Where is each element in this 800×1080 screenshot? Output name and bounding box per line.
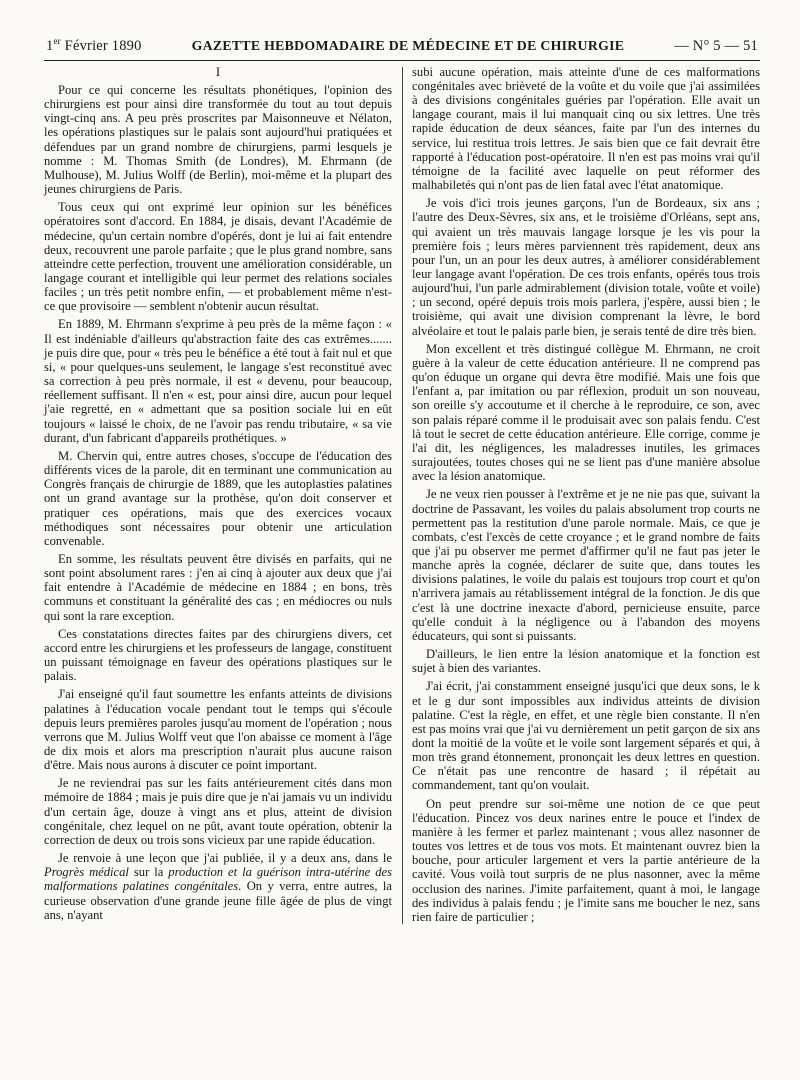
issue-page-number: — N° 5 — 51	[674, 37, 758, 54]
right-column	[412, 65, 760, 924]
paragraph: En 1889, M. Ehrmann s'exprime à peu près de la même façon : « Il est indéniable d'ailleurs qu'abstraction faite des cas extrêmes....... je puis dire que, pour « très peu le bénéfice a été tout à fait nul et que si, « pour quelques-uns seulement, le langage s'est reconstitué avec sa correction à peu près normale, il est « devenu, pour beaucoup, réellement suffisant. Il n'en « est, pour ainsi dire, aucun pour lequel j'aie regretté, en « admettant que sa position sociale lui en eût toujours « laissé le choix, de ne l'avoir pas rendu tributaire, « sa vie durant, d'un fabricant d'appareils prothétiques. »	[44, 317, 392, 445]
journal-reference: Progrès médical	[44, 865, 129, 880]
journal-title: GAZETTE HEBDOMADAIRE DE MÉDECINE ET DE CHIRURGIE	[191, 37, 625, 53]
section-heading: I	[215, 63, 221, 79]
paragraph: On peut prendre sur soi-même une notion de ce que peut l'éducation. Pincez vos deux narines entre le pouce et l'index de manière à les fermer et parlez maintenant ; vous allez nasonner de toutes vos lettres et de tous vos mots. Et maintenant ouvrez bien la bouche, pour articuler largement et vers la partie antérieure de la cavité. Vous voilà tout surpris de ne plus nasonner, avec la même occlusion des narines. J'imite parfaitement, quant à moi, le langage des individus à palais fendu ; je l'imite sans me boucher le nez, sans rien faire de particulier ;	[412, 796, 760, 924]
paragraph: Tous ceux qui ont exprimé leur opinion sur les bénéfices opératoires sont d'accord. En 1884, je disais, devant l'Académie de médecine, qu'un certain nombre d'opérés, dont je lui ai fait entendre deux, recouvrent une parole parfaite ; que le plus grand nombre, sans atteindre cette perfection, trouvent une amélioration considérable, un langage courant et intelligible qui leur permet des relations sociales faciles ; un très petit nombre enfin, — et probablement même n'est-ce que provisoire — semblent n'obtenir aucun résultat.	[44, 200, 392, 314]
work-title: production et la guérison intra-utérine des malformations palatines congénitales	[44, 865, 392, 894]
paragraph: J'ai enseigné qu'il faut soumettre les enfants atteints de divisions palatines à l'éducation vocale pendant tout le temps qui s'écoule depuis leurs premières paroles jusqu'au moment de l'opération ; nous verrons que M. Julius Wolff veut que l'on abaisse ce moment à l'âge de dix mois et alors ma prescription n'aurait plus aucune raison d'être. Mais nous aurons à discuter ce point important.	[44, 687, 392, 773]
paragraph: J'ai écrit, j'ai constamment enseigné jusqu'ici que deux sons, le k et le g dur sont impossibles aux individus atteints de division palatine. C'est la règle, en effet, et une règle bien constante. Il n'en est pas moins vrai que j'ai vu dernièrement un petit garçon de six ans dont la moitié de la voûte et le voile sont largement séparés et qui, à mon très grand étonnement, prononçait les deux lettres en question. Ce n'était pas une rencontre de hasard ; il répétait au commandement, tant qu'on voulait.	[412, 679, 760, 793]
issue-date: 1er Février 1890	[46, 36, 142, 54]
paragraph: Mon excellent et très distingué collègue M. Ehrmann, ne croit guère à la valeur de cette éducation antérieure. Il ne comprend pas qu'on éduque un organe qui devra être modifié. Mais une fois que l'enfant a, par imitation ou par réflexion, produit un son nouveau, son oreille s'y accoutume et il cherche à le reproduire, ce son, avec son palais réparé comme il le produisait avec son palais fendu. C'est là tout le secret de cette éducation antérieure. Elle corrige, comme je l'ai dit, les négligences, les maladresses inutiles, les grimaces surajoutées, toutes choses qui ne se lient pas d'une manière absolue avec la lésion anatomique.	[412, 341, 760, 484]
text-columns	[44, 65, 760, 924]
paragraph: Je ne veux rien pousser à l'extrême et je ne nie pas que, suivant la doctrine de Passavant, les voiles du palais absolument trop courts ne permettent pas la restitution d'une parole normale. Mais, ce que je combats, c'est l'excès de cette croyance ; et le grand nombre de faits que j'ai pu observer me permet d'affirmer qu'il ne faut pas jeter le manche après la cognée, déclarer de suite que, dans toutes les divisions palatines, le voile du palais est toujours trop court et qu'on n'arrivera jamais au rétablissement intégral de la fonction. Je dis que c'est là une doctrine inexacte d'abord, pernicieuse ensuite, parce qu'elle conduit à la négligence ou à l'abandon des moyens éducateurs, qui sont si puissants.	[412, 487, 760, 643]
column-divider	[402, 67, 403, 924]
paragraph: En somme, les résultats peuvent être divisés en parfaits, qui ne sont point absolument rares : j'en ai cinq à ajouter aux deux que j'ai fait entendre à l'Académie de médecine en 1884 ; en bons, très communs et constituant la généralité des cas ; en médiocres ou nuls qui sont la rare exception.	[44, 551, 392, 623]
paragraph: Ces constatations directes faites par des chirurgiens divers, cet accord entre les chirurgiens et les professeurs de langage, constituent un puissant témoignage en faveur des opérations plastiques sur le palais.	[44, 626, 392, 684]
paragraph: D'ailleurs, le lien entre la lésion anatomique et la fonction est sujet à bien des variantes.	[412, 647, 760, 676]
paragraph-continued: subi aucune opération, mais atteinte d'une de ces malformations congénitales avec brièveté de la voûte et du voile que j'ai assimilées à des divisions congénitales guéries par l'opération. Elle avait un langage courant, mais il lui manquait cinq ou six lettres. Une très rapide éducation de deux séances, faite par l'un des internes du service, lui restitua trois lettres. Je sais bien que ce fait devrait être rapporté à l'éducation post-opératoire. Il n'en est pas moins vrai qu'il témoigne de la facilité avec laquelle on peut réformer des malhabiletés qui n'ont pas de lien fatal avec l'état anatomique.	[412, 64, 760, 193]
paragraph: Je renvoie à une leçon que j'ai publiée, il y a deux ans, dans le Progrès médical sur la production et la guérison intra-utérine des malformations palatines congénitales. On y verra, entre autres, la curieuse observation d'une grande jeune fille âgée de plus de vingt ans, n'ayant	[44, 851, 392, 922]
paragraph: Je ne reviendrai pas sur les faits antérieurement cités dans mon mémoire de 1884 ; mais je puis dire que je n'ai jamais vu un individu d'un certain âge, douze à vingt ans et plus, atteint de division congénitale, chez lequel on ne pût, avant toute opération, obtenir la correction de deux ou trois sons vicieux par une rapide éducation.	[44, 776, 392, 847]
running-header	[44, 36, 760, 61]
left-column	[44, 65, 392, 924]
paragraph: Pour ce qui concerne les résultats phonétiques, l'opinion des chirurgiens est pour ainsi dire transformée du tout au tout depuis vingt-cinq ans. A peu près proscrites par Maisonneuve et Nélaton, les opérations plastiques sur le palais sont aujourd'hui pratiquées et défendues par un grand nombre de chirurgiens, parmi lesquels je nomme : M. Thomas Smith (de Londres), M. Ehrmann (de Mulhouse), M. Julius Wolff (de Berlin), moi-même et la plupart des jeunes chirurgiens de Paris.	[44, 82, 392, 197]
paragraph: Je vois d'ici trois jeunes garçons, l'un de Bordeaux, six ans ; l'autre des Deux-Sèvres, six ans, et le troisième d'Orléans, sept ans, qui avaient un très mauvais langage lorsque je les vis pour la première fois ; leurs mères parviennent très rapidement, deux ans pour l'un, un an pour les deux autres, à améliorer considérablement leur langage avant l'opération. De ces trois enfants, opérés tous trois aujourd'hui, l'un parle admirablement (division totale, voûte et voile) ; un second, opéré depuis trois mois parlera, j'espère, aussi bien ; le troisième, qui avait une division comprenant la lèvre, le bord alvéolaire et tout le palais parle bien, je serais tenté de dire très bien.	[412, 196, 760, 338]
paragraph: M. Chervin qui, entre autres choses, s'occupe de l'éducation des différents vices de la parole, dit en terminant une communication au Congrès français de chirurgie de 1889, que les autoplasties palatines ont un grand avantage sur la prothèse, qu'on doit conserver et pratiquer ces opérations, mais que des exercices vocaux méthodiques sont nécessaires pour obtenir une articulation convenable.	[44, 448, 392, 548]
